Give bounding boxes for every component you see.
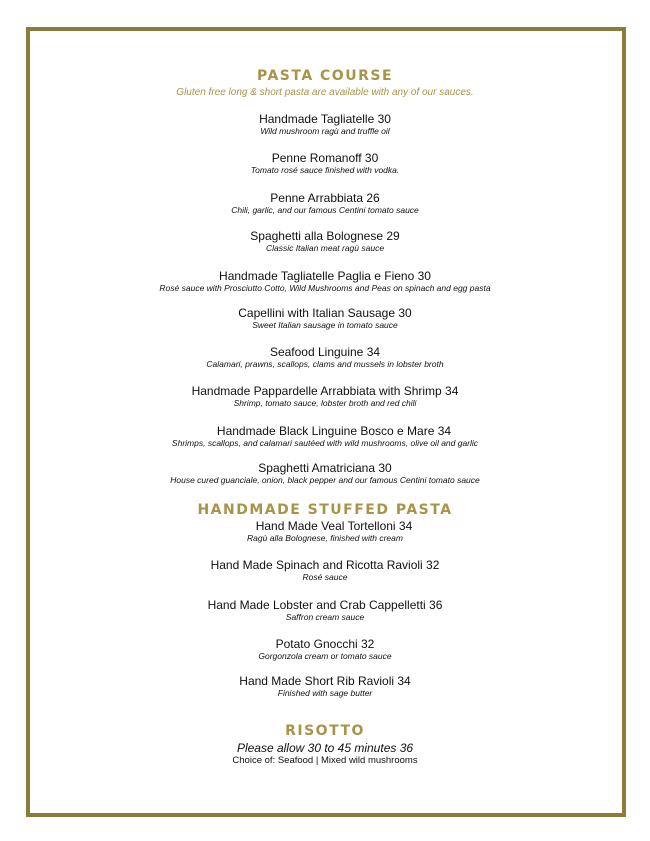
item-name: Handmade Pappardelle Arrabbiata with Shrimp 34	[191, 384, 459, 398]
menu-item	[30, 637, 620, 662]
item-name: Hand Made Spinach and Ricotta Ravioli 32	[210, 558, 440, 572]
item-description: Shrimps, scallops, and calamari sautéed with wild mushrooms, olive oil and garlic	[171, 438, 479, 448]
menu-item	[30, 461, 620, 486]
item-description: Rosé sauce with Prosciutto Cotto, Wild Mushrooms and Peas on spinach and egg pasta	[159, 283, 491, 293]
gluten-free-note: Gluten free long & short pasta are available with any of our sauces.	[176, 87, 474, 98]
menu-item	[30, 191, 620, 216]
menu-item	[30, 345, 620, 370]
item-description: Gorgonzola cream or tomato sauce	[258, 651, 392, 661]
item-name: Penne Romanoff 30	[271, 151, 379, 165]
risotto-details	[30, 741, 620, 767]
item-name: Hand Made Veal Tortelloni 34	[255, 519, 413, 533]
menu-item	[30, 269, 620, 294]
item-description: Rosé sauce	[302, 572, 348, 582]
risotto-heading: RISOTTO	[285, 723, 365, 739]
menu-item	[30, 598, 620, 623]
menu-item	[30, 424, 620, 449]
item-name: Spaghetti Amatriciana 30	[258, 461, 392, 475]
item-description: Chili, garlic, and our famous Centini tomato sauce	[231, 205, 419, 215]
item-name: Handmade Tagliatelle Paglia e Fieno 30	[219, 269, 431, 283]
stuffed-pasta-heading: HANDMADE STUFFED PASTA	[197, 502, 453, 518]
item-name: Handmade Black Linguine Bosco e Mare 34	[216, 424, 452, 438]
item-name: Potato Gnocchi 32	[275, 637, 375, 651]
item-name: Seafood Linguine 34	[269, 345, 381, 359]
risotto-choice: Choice of: Seafood | Mixed wild mushrooms	[232, 755, 418, 766]
item-description: Ragù alla Bolognese, finished with cream	[247, 533, 403, 543]
item-description: Sweet Italian sausage in tomato sauce	[252, 320, 398, 330]
menu-item	[30, 519, 620, 544]
item-description: Shrimp, tomato sauce, lobster broth and red chili	[233, 398, 417, 408]
item-description: Finished with sage butter	[277, 688, 373, 698]
item-name: Capellini with Italian Sausage 30	[238, 306, 412, 320]
item-name: Spaghetti alla Bolognese 29	[250, 229, 400, 243]
item-description: Classic Italian meat ragù sauce	[265, 243, 385, 253]
menu-item	[30, 306, 620, 331]
item-description: Calamari, prawns, scallops, clams and mussels in lobster broth	[206, 359, 444, 369]
risotto-timing: Please allow 30 to 45 minutes 36	[236, 741, 414, 755]
menu-item	[30, 112, 620, 137]
menu-page	[30, 30, 620, 810]
item-name: Hand Made Short Rib Ravioli 34	[239, 674, 411, 688]
menu-item	[30, 229, 620, 254]
item-description: Wild mushroom ragù and truffle oil	[260, 126, 390, 136]
item-name: Hand Made Lobster and Crab Cappelletti 36	[207, 598, 443, 612]
item-name: Handmade Tagliatelle 30	[259, 112, 391, 126]
menu-item	[30, 674, 620, 699]
menu-item	[30, 558, 620, 583]
menu-item	[30, 384, 620, 409]
item-name: Penne Arrabbiata 26	[270, 191, 380, 205]
pasta-course-heading: PASTA COURSE	[256, 68, 394, 84]
menu-item	[30, 151, 620, 176]
item-description: Tomato rosé sauce finished with vodka.	[250, 165, 400, 175]
item-description: House cured guanciale, onion, black pepper and our famous Centini tomato sauce	[170, 475, 480, 485]
item-description: Saffron cream sauce	[285, 612, 365, 622]
